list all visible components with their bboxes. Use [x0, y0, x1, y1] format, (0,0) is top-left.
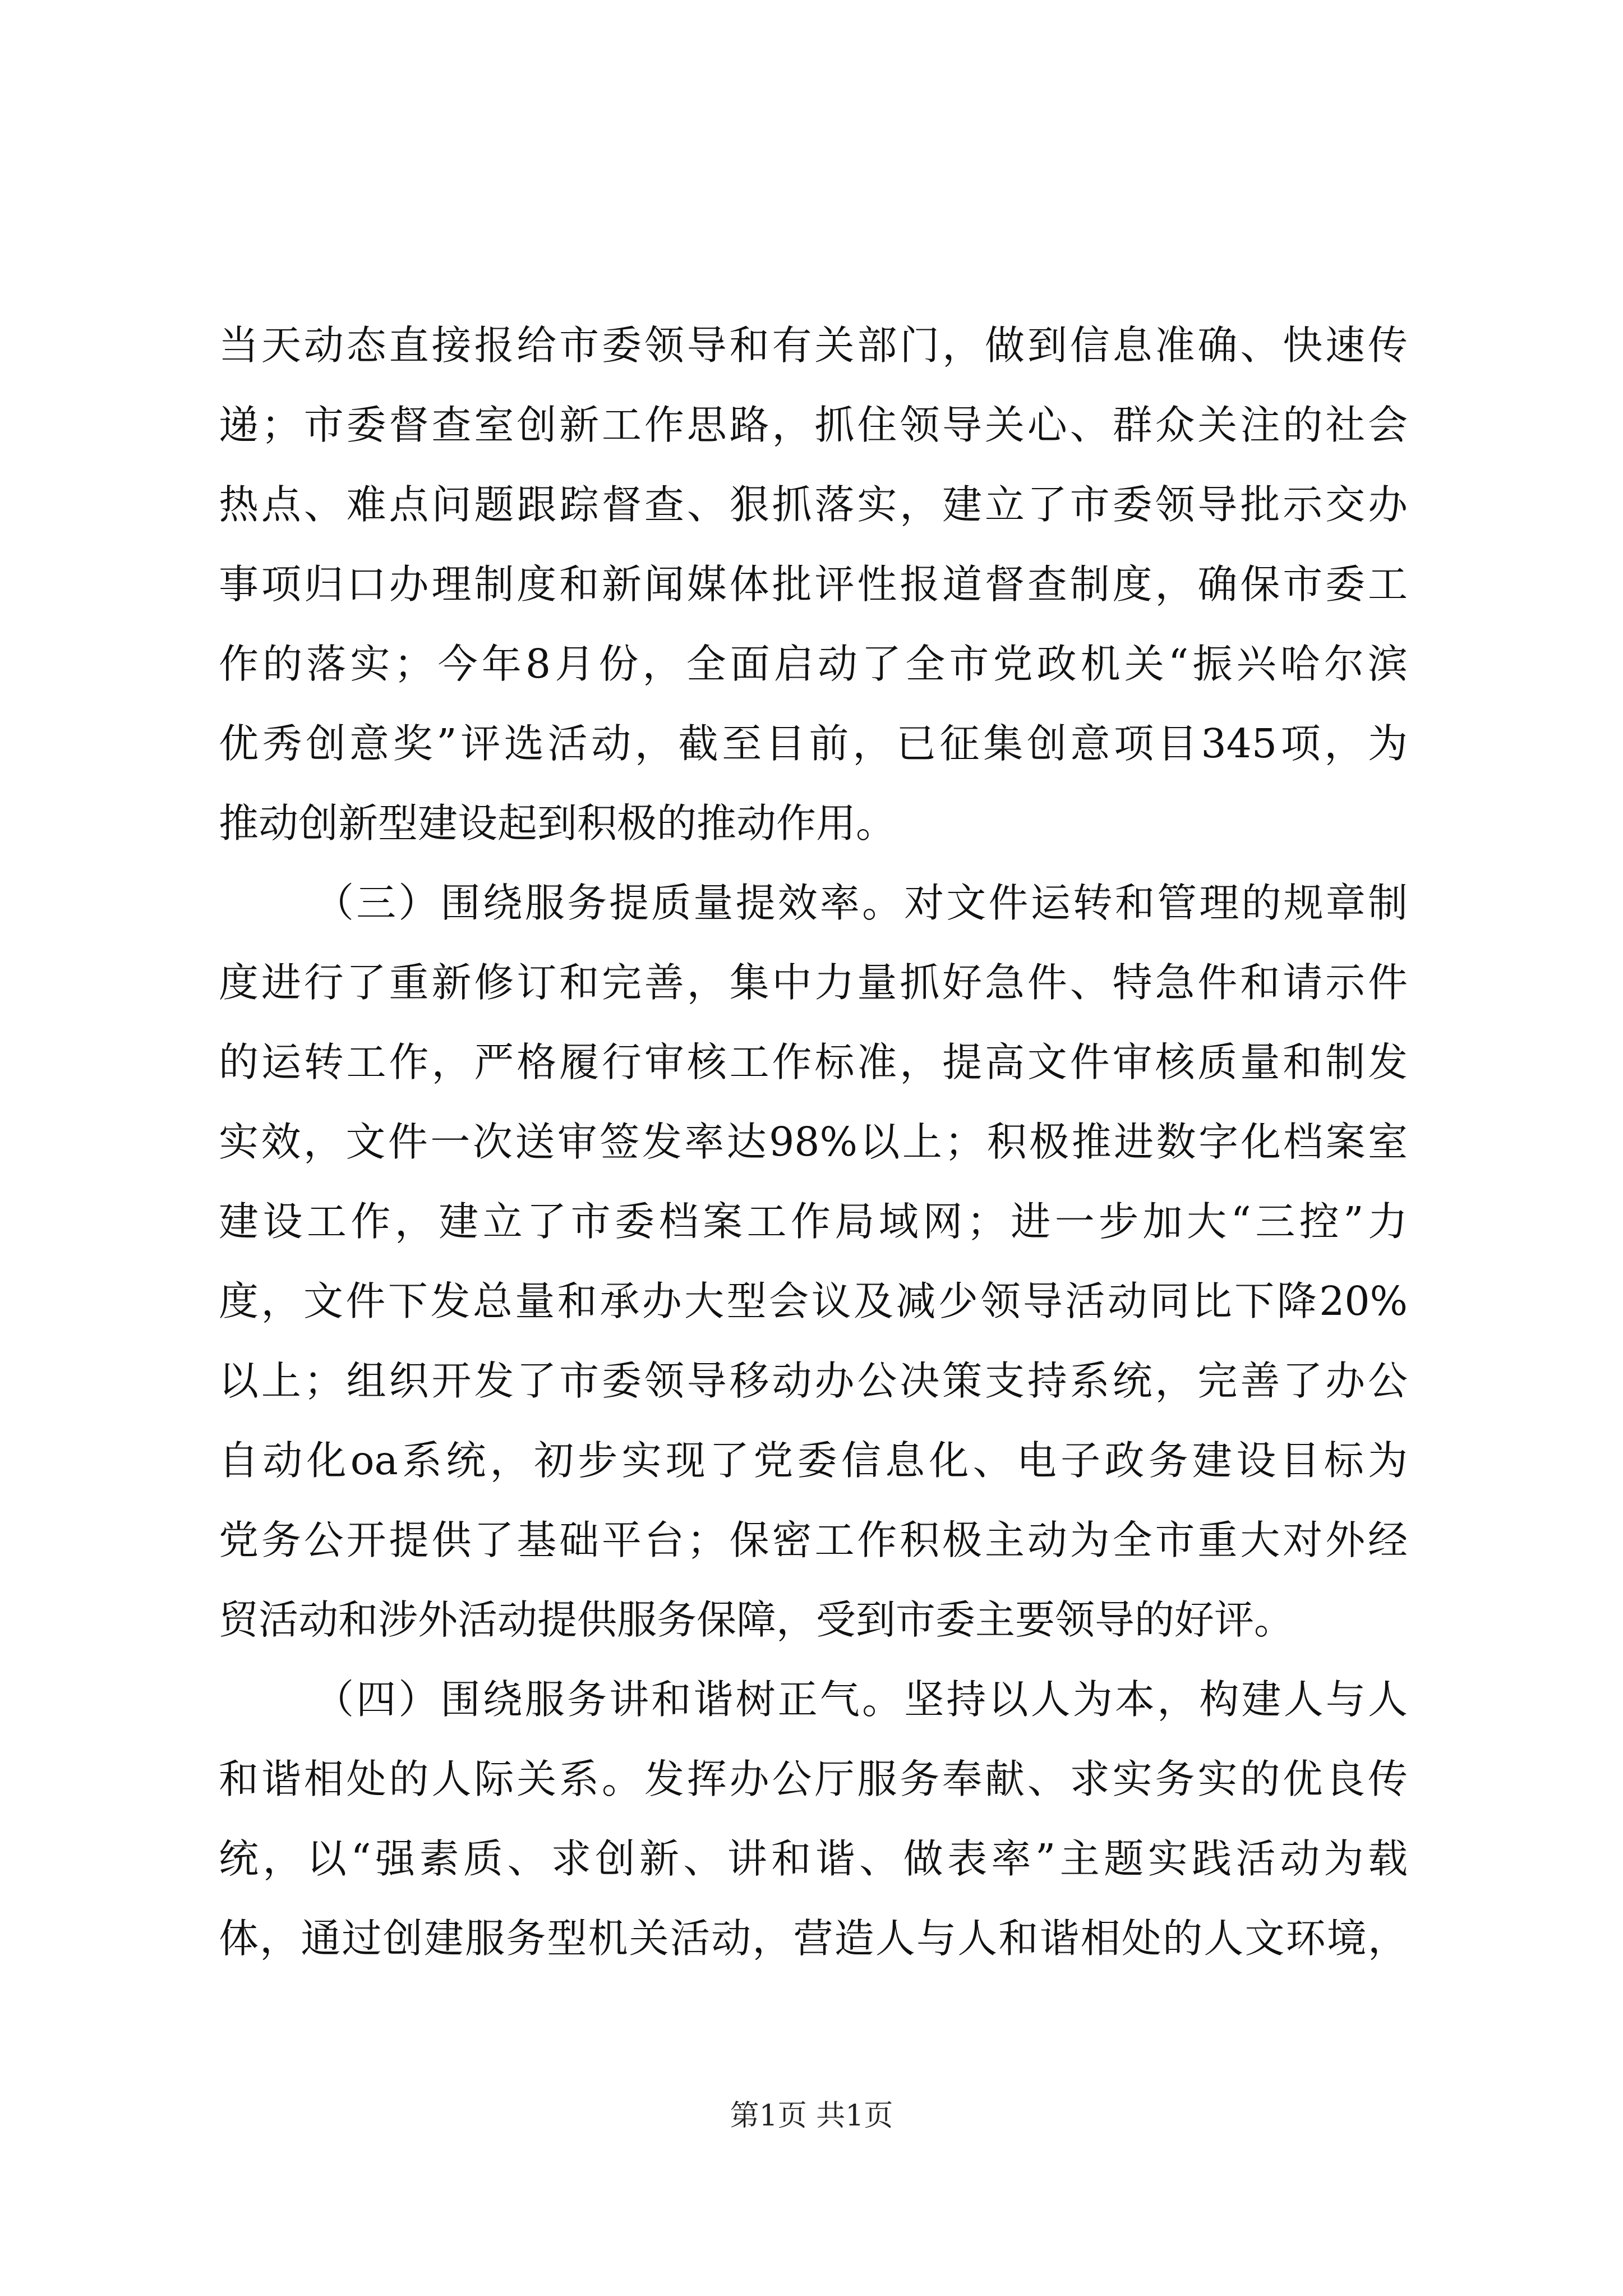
text-line: 党务公开提供了基础平台；保密工作积极主动为全市重大对外经: [219, 1517, 1408, 1563]
text-line: 体，通过创建服务型机关活动，营造人与人和谐相处的人文环境，: [219, 1915, 1408, 1962]
text-line: 以上；组织开发了市委领导移动办公决策支持系统，完善了办公: [219, 1358, 1408, 1404]
text-line: 贸活动和涉外活动提供服务保障，受到市委主要领导的好评。: [219, 1596, 1294, 1643]
page-number-footer: 第1页 共1页: [730, 2099, 893, 2133]
text-line: 推动创新型建设起到积极的推动作用。: [219, 800, 896, 846]
paragraph-heading-line: （四）围绕服务讲和谐树正气。坚持以人为本，构建人与人: [314, 1676, 1408, 1723]
text-line: 递；市委督查室创新工作思路，抓住领导关心、群众关注的社会: [219, 402, 1408, 448]
text-line: 热点、难点问题跟踪督查、狠抓落实，建立了市委领导批示交办: [219, 481, 1408, 528]
text-line: 的运转工作，严格履行审核工作标准，提高文件审核质量和制发: [219, 1039, 1408, 1085]
text-line: 当天动态直接报给市委领导和有关部门，做到信息准确、快速传: [219, 322, 1408, 369]
text-line: 自动化oa系统，初步实现了党委信息化、电子政务建设目标为: [219, 1437, 1408, 1484]
text-line: 事项归口办理制度和新闻媒体批评性报道督查制度，确保市委工: [219, 561, 1408, 608]
text-line: 度，文件下发总量和承办大型会议及减少领导活动同比下降20%: [219, 1278, 1408, 1324]
text-line: 统，以“强素质、求创新、讲和谐、做表率”主题实践活动为载: [219, 1835, 1408, 1882]
text-line: 和谐相处的人际关系。发挥办公厅服务奉献、求实务实的优良传: [219, 1756, 1408, 1802]
text-line: 优秀创意奖”评选活动，截至目前，已征集创意项目345项，为: [219, 720, 1408, 767]
paragraph-heading-line: （三）围绕服务提质量提效率。对文件运转和管理的规章制: [314, 880, 1408, 926]
text-line: 作的落实；今年8月份，全面启动了全市党政机关“振兴哈尔滨: [219, 641, 1408, 687]
text-line: 实效，文件一次送审签发率达98%以上；积极推进数字化档案室: [219, 1119, 1408, 1165]
text-line: 度进行了重新修订和完善，集中力量抓好急件、特急件和请示件: [219, 959, 1408, 1006]
text-line: 建设工作，建立了市委档案工作局域网；进一步加大“三控”力: [219, 1198, 1408, 1245]
